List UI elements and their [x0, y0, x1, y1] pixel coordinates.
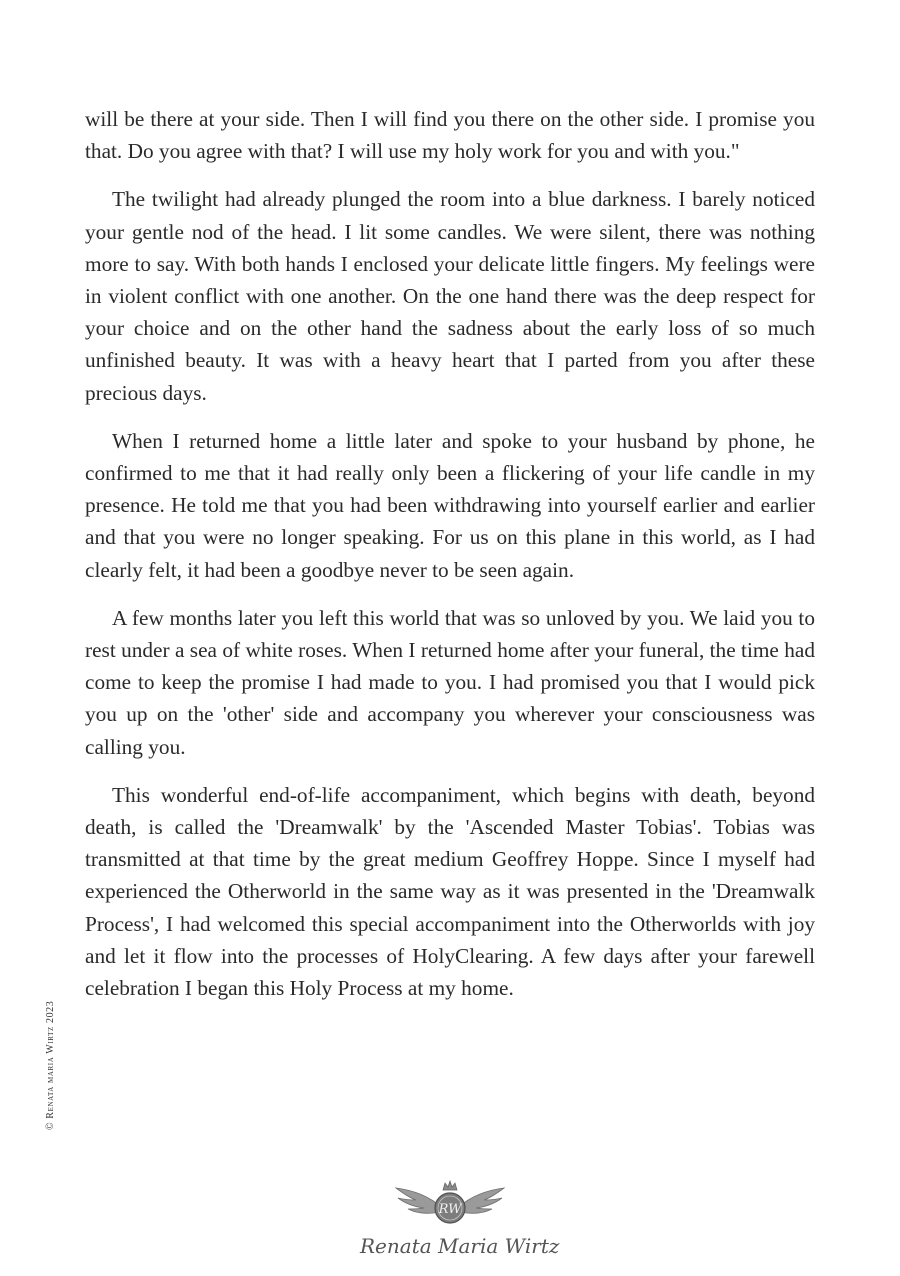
paragraph-2: The twilight had already plunged the room into a blue darkness. I barely noticed your gentle nod of the head. I lit some candles. We were silent, there was nothing more to say. With both hands I enclosed your delicate little fingers. My feelings were in violent conflict with one another. On the one hand there was the deep respect for your choice and on the other hand the sadness about the early loss of so much unfinished beauty. It was with a heavy heart that I parted from you after these precious days. [85, 187, 815, 405]
logo-signature: Renata Maria Wirtz [360, 1234, 560, 1258]
winged-crest-icon [390, 1178, 510, 1234]
body-text [85, 103, 815, 1020]
paragraph-1: will be there at your side. Then I will find you there on the other side. I promise you that. Do you agree with that? I will use my holy work for you and with you." [85, 107, 815, 164]
paragraph-3: When I returned home a little later and spoke to your husband by phone, he confirmed to me that it had really only been a flickering of your life candle in my presence. He told me that you had been withdrawing into yourself earlier and earlier and that you were no longer speaking. For us on this plane in this world, as I had clearly felt, it had been a goodbye never to be seen again. [85, 428, 815, 582]
copyright-notice: © Renata maria Wirtz 2023 [45, 1000, 56, 1130]
logo [360, 1178, 560, 1268]
paragraph-4: A few months later you left this world that was so unloved by you. We laid you to rest under a sea of white roses. When I returned home after your funeral, the time had come to keep the promise I had made to you. I had promised you that I would pick you up on the 'other' side and accompany you wherever your consciousness was calling you. [85, 605, 815, 759]
logo-monogram: RW [438, 1202, 462, 1217]
paragraph-5: This wonderful end-of-life accompaniment, which begins with death, beyond death, is called the 'Dreamwalk' by the 'Ascended Master Tobias'. Tobias was transmitted at that time by the great medium Geoffrey Hoppe. Since I myself had experienced the Otherworld in the same way as it was presented in the 'Dreamwalk Process', I had welcomed this special accompaniment into the Otherworlds with joy and let it flow into the processes of HolyClearing. A few days after your farewell celebration I began this Holy Process at my home. [85, 782, 815, 1001]
